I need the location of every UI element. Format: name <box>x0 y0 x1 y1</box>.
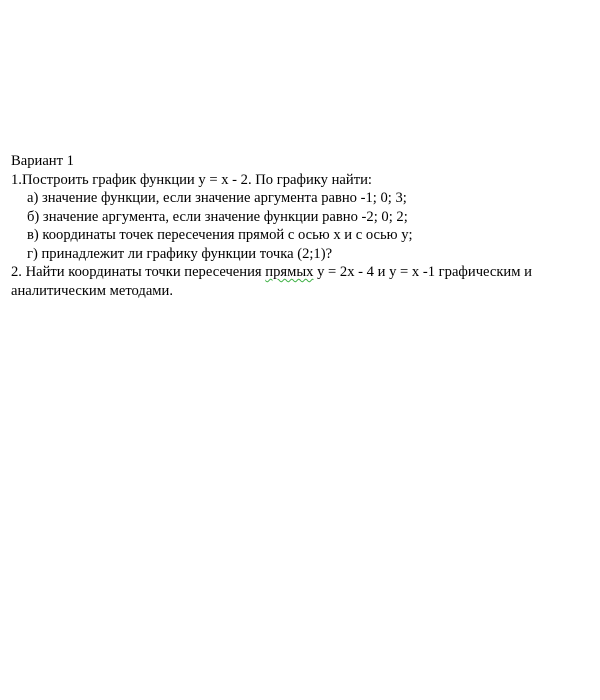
task-1-title: 1.Построить график функции y = x - 2. По графику найти: <box>11 171 372 188</box>
task-2-text-start: 2. Найти координаты точки пересечения <box>11 264 262 280</box>
task-2-text-end: y = 2x - 4 и y = x -1 графическим и <box>317 264 532 280</box>
document-body <box>11 152 595 300</box>
task-2-line-1 <box>11 263 595 282</box>
task-1-item-b: б) значение аргумента, если значение функции равно -2; 0; 2; <box>27 208 408 225</box>
variant-heading: Вариант 1 <box>11 153 74 169</box>
task-2-line-2: аналитическим методами. <box>11 282 173 299</box>
task-1-item-a: а) значение функции, если значение аргумента равно -1; 0; 3; <box>27 190 407 206</box>
task-1-item-d: г) принадлежит ли графику функции точка (2;1)? <box>27 245 333 262</box>
task-1-item-c: в) координаты точек пересечения прямой с осью x и с осью y; <box>27 227 413 243</box>
spellcheck-flagged-word[interactable]: прямых <box>265 264 314 280</box>
